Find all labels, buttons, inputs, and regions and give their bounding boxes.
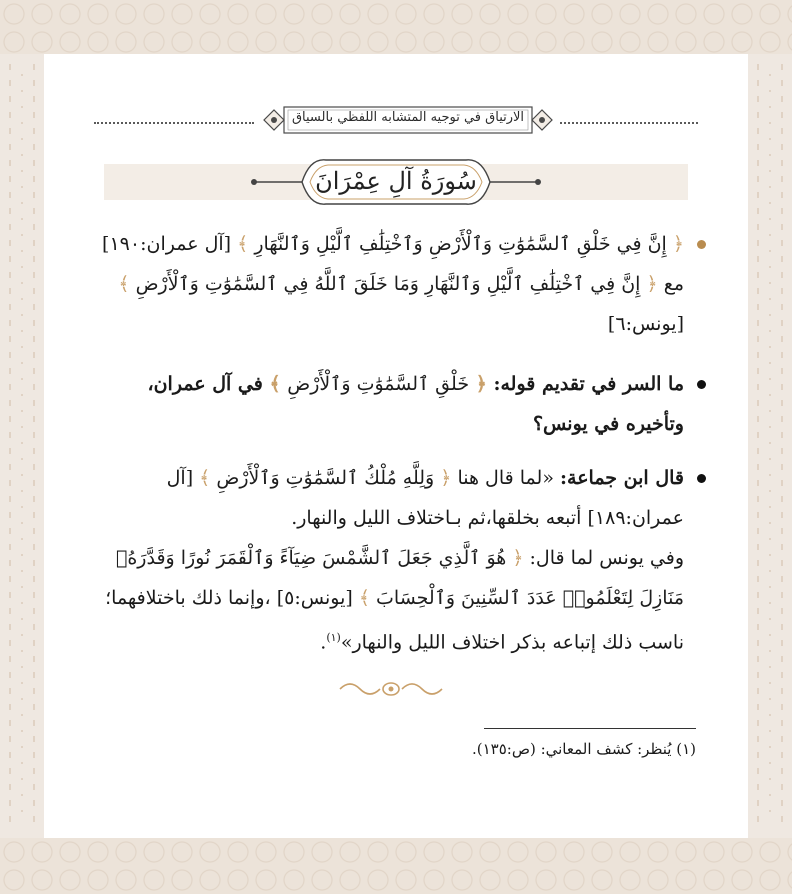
main-text: [84, 224, 706, 662]
answer-text-2: أتبعه بخلقها،ثم بـاختلاف الليل والنهار.: [291, 507, 582, 529]
sura-title: سُورَةُ آلِ عِمْرَانَ: [315, 167, 477, 195]
bullet-dot: [697, 380, 706, 389]
ornate-bracket-close: ﴾: [358, 587, 370, 609]
verse-ref-yunus-5: [يونس:٥]: [276, 587, 353, 609]
ornate-bracket-open: ﴿: [440, 467, 452, 489]
answer-text-4: ،وإنما ذلك باختلافهما؛ ناسب ذلك إتباعه بذكر اختلاف الليل والنهار»: [105, 587, 684, 654]
left-border-decoration: [0, 54, 44, 838]
ornate-bracket-open: ﴿: [512, 547, 524, 569]
footnote-rule: [484, 728, 696, 729]
running-header: [94, 102, 698, 138]
ornate-bracket-close: ﴾: [237, 233, 249, 255]
verse-yunus-6: إِنَّ فِي ٱخْتِلَٰفِ ٱلَّيْلِ وَٱلنَّهَارِ وَمَا خَلَقَ ٱللَّهُ فِي ٱلسَّمَٰوَٰتِ وَٱلْأَرْضِ: [135, 273, 641, 295]
verse-ref-yunus-6: [يونس:٦]: [607, 313, 684, 335]
ornate-bracket-close: ﴾: [199, 467, 211, 489]
bullet-dot: [697, 474, 706, 483]
question-paragraph: [84, 364, 706, 444]
header-dotted-rule-right: [560, 122, 698, 124]
answer-paragraph: [84, 458, 706, 662]
question-quoted-verse: خَلْقِ ٱلسَّمَٰوَٰتِ وَٱلْأَرْضِ: [287, 373, 470, 395]
answer-quoted-verse-2: هُوَ ٱلَّذِي جَعَلَ ٱلشَّمْسَ ضِيَآءً وَٱلْقَمَرَ نُورًا وَقَدَّرَهُۥ مَنَازِلَ لِتَعْلَمُوا۟ عَدَدَ ٱلسِّنِينَ وَٱلْحِسَابَ: [115, 547, 684, 609]
book-page: [44, 54, 748, 838]
bullet-dot: [697, 240, 706, 249]
answer-quoted-verse-1: وَلِلَّهِ مُلْكُ ٱلسَّمَٰوَٰتِ وَٱلْأَرْضِ: [216, 467, 435, 489]
ornate-bracket-open: ﴿: [672, 233, 684, 255]
question-rest: في آل عمران، وتأخيره في يونس؟: [147, 373, 684, 435]
ornate-bracket-close: ﴾: [118, 273, 130, 295]
footnote-marker[interactable]: (١): [326, 631, 341, 644]
spacer: [84, 444, 706, 458]
question-lead: ما السر في تقديم قوله:: [493, 373, 684, 395]
answer-lead: قال ابن جماعة:: [560, 467, 684, 489]
verse-ref-ali-imran-190: [آل عمران:١٩٠]: [102, 233, 232, 255]
bottom-pattern-band: [0, 838, 792, 894]
ornate-bracket-close: ﴾: [269, 373, 281, 395]
verse-comparison: [84, 224, 706, 344]
answer-text-3: وفي يونس لما قال:: [529, 547, 684, 569]
answer-text-5: .: [320, 631, 327, 654]
verse-ali-imran-190: إِنَّ فِي خَلْقِ ٱلسَّمَٰوَٰتِ وَٱلْأَرْضِ وَٱخْتِلَٰفِ ٱلَّيْلِ وَٱلنَّهَارِ: [254, 233, 667, 255]
verse-ref-ali-imran-189: [آل عمران:١٨٩]: [166, 467, 684, 529]
running-title: الارتياق في توجيه المتشابه اللفظي بالسياق: [291, 110, 525, 125]
answer-text-1: «لما قال هنا: [457, 467, 554, 489]
sura-banner: [104, 152, 688, 212]
spacer: [84, 344, 706, 364]
header-dotted-rule-left: [94, 122, 254, 124]
ornate-bracket-open: ﴿: [646, 273, 658, 295]
ornate-bracket-open: ﴿: [475, 373, 487, 395]
right-border-decoration: [748, 54, 792, 838]
top-pattern-band: [0, 0, 792, 54]
footnote: (١) يُنظر: كشف المعاني: (ص:١٣٥).: [471, 740, 696, 758]
comparison-word: مع: [663, 273, 684, 295]
ornament-divider: [336, 676, 446, 702]
